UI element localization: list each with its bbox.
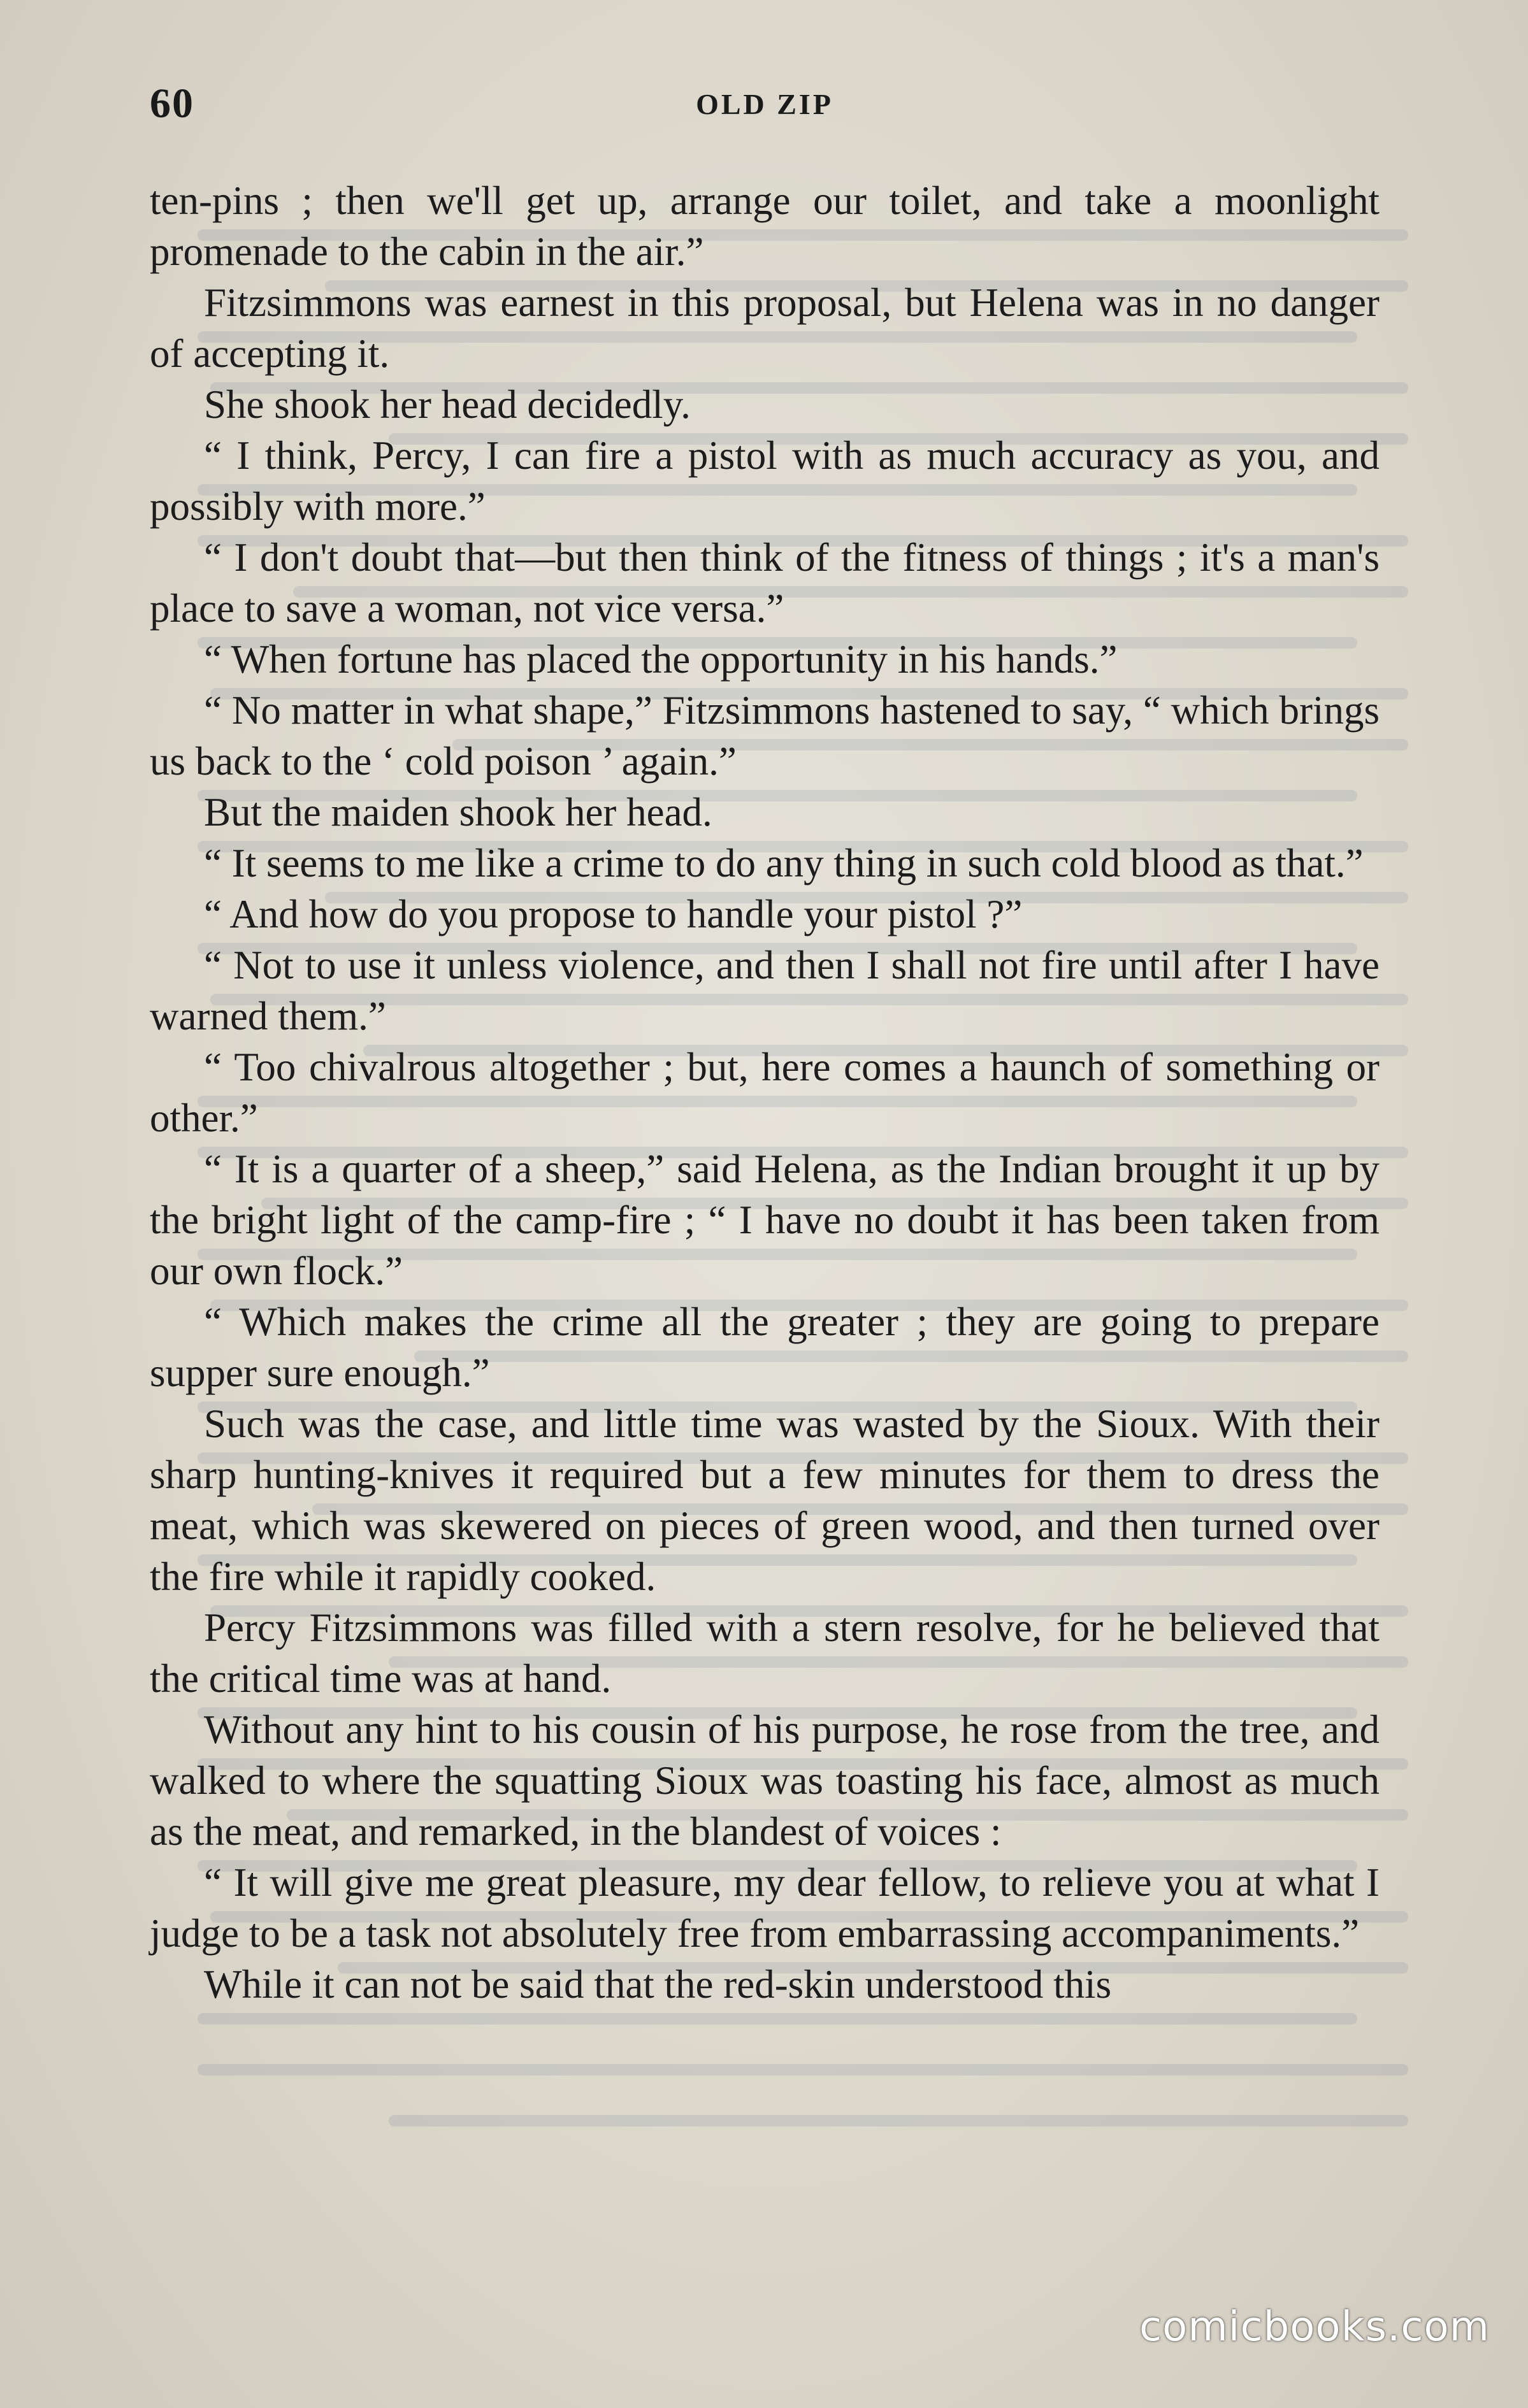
body-text: [150, 175, 1380, 2010]
paragraph: ten-pins ; then we'll get up, arrange our toilet, and take a moonlight promenade to the cabin in the air.”: [150, 178, 1380, 274]
site-watermark: comicbooks.com: [1139, 2304, 1490, 2351]
paragraph: Percy Fitzsimmons was filled with a stern resolve, for he believed that the critical time was at hand.: [150, 1605, 1380, 1701]
running-title: OLD ZIP: [696, 88, 833, 120]
paragraph: “ When fortune has placed the opportunity in his hands.”: [204, 637, 1118, 682]
paragraph: “ It seems to me like a crime to do any thing in such cold blood as that.”: [204, 841, 1364, 885]
paragraph: “ It is a quarter of a sheep,” said Helena, as the Indian brought it up by the bright light of the camp-fire ; “ I have no doubt it has been taken from our own flock.”: [150, 1147, 1380, 1293]
paragraph: But the maiden shook her head.: [204, 790, 712, 835]
paragraph: Fitzsimmons was earnest in this proposal, but Helena was in no danger of accepting it.: [150, 280, 1380, 376]
paragraph: “ I don't doubt that—but then think of the fitness of things ; it's a man's place to save a woman, not vice versa.”: [150, 535, 1380, 631]
paragraph: “ It will give me great pleasure, my dear fellow, to relieve you at what I judge to be a task not absolutely free from embarrassing accompaniments.”: [150, 1860, 1380, 1956]
paragraph: “ And how do you propose to handle your pistol ?”: [204, 892, 1023, 936]
paragraph: “ Too chivalrous altogether ; but, here comes a haunch of something or other.”: [150, 1045, 1380, 1140]
paragraph: While it can not be said that the red-skin understood this: [204, 1962, 1112, 2007]
paragraph: Such was the case, and little time was wasted by the Sioux. With their sharp hunting-knives it required but a few minutes for them to dress the meat, which was skewered on pieces of green wood, and then turned over the fire while it rapidly cooked.: [150, 1401, 1380, 1599]
paragraph: Without any hint to his cousin of his purpose, he rose from the tree, and walked to where the squatting Sioux was toasting his face, almost as much as the meat, and remarked, in the blandest of voices :: [150, 1707, 1380, 1854]
page-number: 60: [150, 80, 194, 127]
page-header: [150, 80, 1380, 131]
paragraph: “ No matter in what shape,” Fitzsimmons hastened to say, “ which brings us back to the ‘ cold poison ’ again.”: [150, 688, 1380, 784]
paragraph: “ Not to use it unless violence, and then I shall not fire until after I have warned them.”: [150, 943, 1380, 1038]
paragraph: She shook her head decidedly.: [204, 382, 691, 427]
paragraph: “ Which makes the crime all the greater ; they are going to prepare supper sure enough.”: [150, 1300, 1380, 1395]
paragraph: “ I think, Percy, I can fire a pistol with as much accuracy as you, and possibly with more.”: [150, 433, 1380, 529]
